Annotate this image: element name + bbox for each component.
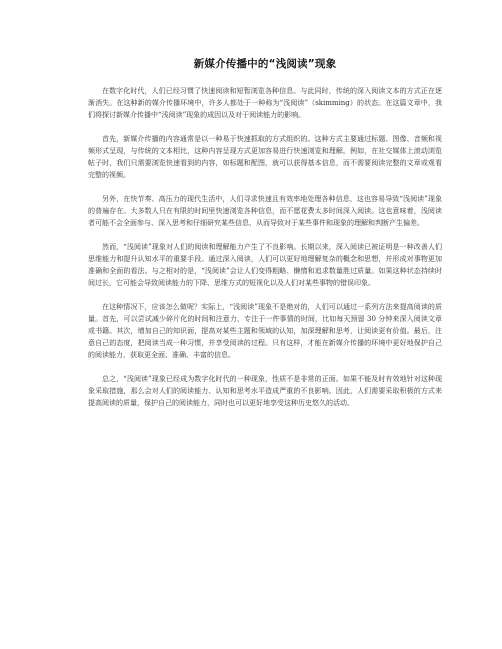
paragraph-5: 在这种情况下，应该怎么做呢？实际上，“浅阅读”现象不是绝对的，人们可以通过一系列方法来提高阅读的质量。首先，可以尝试减少碎片化的时间和注意力，专注于一件事情的时间，比如每天预留 30 分钟来深入阅读文章或书籍。其次，增加自己的知识面，提高对某些主题和领域的认知，加深理解和思考，让阅读更有价值。最后，注意自己的态度，把阅读当成一种习惯，并享受阅读的过程。只有这样，才能在新媒介传播的环境中更好地保护自己的阅读能力，获取更全面、准确、丰富的信息。 [88,303,442,359]
paragraph-6: 总之，“浅阅读”现象已经成为数字化时代的一种现象，性质不是非常的正面。如果不能及时有效地针对这种现象采取措施，那么会对人们的阅读能力、认知和思考水平造成严重的不良影响。因此，人们需要采取积极的方式来提高阅读的质量，保护自己的阅读能力，同时也可以更好地享受这种历史悠久的活动。 [88,375,442,407]
paragraph-1: 在数字化时代，人们已经习惯了快速阅读和短暂浏览各种信息。与此同时，传统的深入阅读文本的方式正在逐渐消失。在这种新的媒介传播环境中，许多人都处于一种称为“浅阅读”（skimming）的状态。在这篇文章中，我们将探讨新媒介传播中“浅阅读”现象的成因以及对于阅读能力的影响。 [88,87,442,119]
paragraph-4: 然而，“浅阅读”现象对人们的阅读和理解能力产生了不良影响。长期以来，深入阅读已被证明是一种改善人们思维能力和提升认知水平的重要手段。通过深入阅读，人们可以更好地理解复杂的概念和思想，并形成对事物更加准确和全面的看法。与之相对的是，“浅阅读”会让人们变得粗略、懒惰和追求数量胜过质量。如果这种状态持续时间过长，它可能会导致阅读能力的下降、思维方式的短视化以及人们对某些事物的错误印象。 [88,243,442,287]
paragraph-3: 另外，在快节奏、高压力的现代生活中，人们寻求快速且有效率地处理各种信息，这也容易导致“浅阅读”现象的普遍存在。大多数人只在有限的时间里快速浏览各种信息，而不愿花费太多时间深入阅读。这也意味着，浅阅读者可能不会全面参与、深入思考和仔细研究某些信息，从而导致对于某些事件和现象的理解和判断产生偏差。 [88,195,442,227]
document-title: 新媒介传播中的“浅阅读”现象 [193,58,337,70]
paragraph-2: 首先，新媒介传播的内容通常是以一种易于快速抓取的方式组织的。这种方式主要通过标题、图像、音频和视频形式呈现，与传统的文本相比，这种内容呈现方式更加容易进行快速浏览和理解。例如，在社交媒体上滚动浏览帖子时，我们只需要浏览快速看到的内容，如标题和配图，就可以获得基本信息，而不需要阅读完整的文章或观看完整的视频。 [88,135,442,179]
